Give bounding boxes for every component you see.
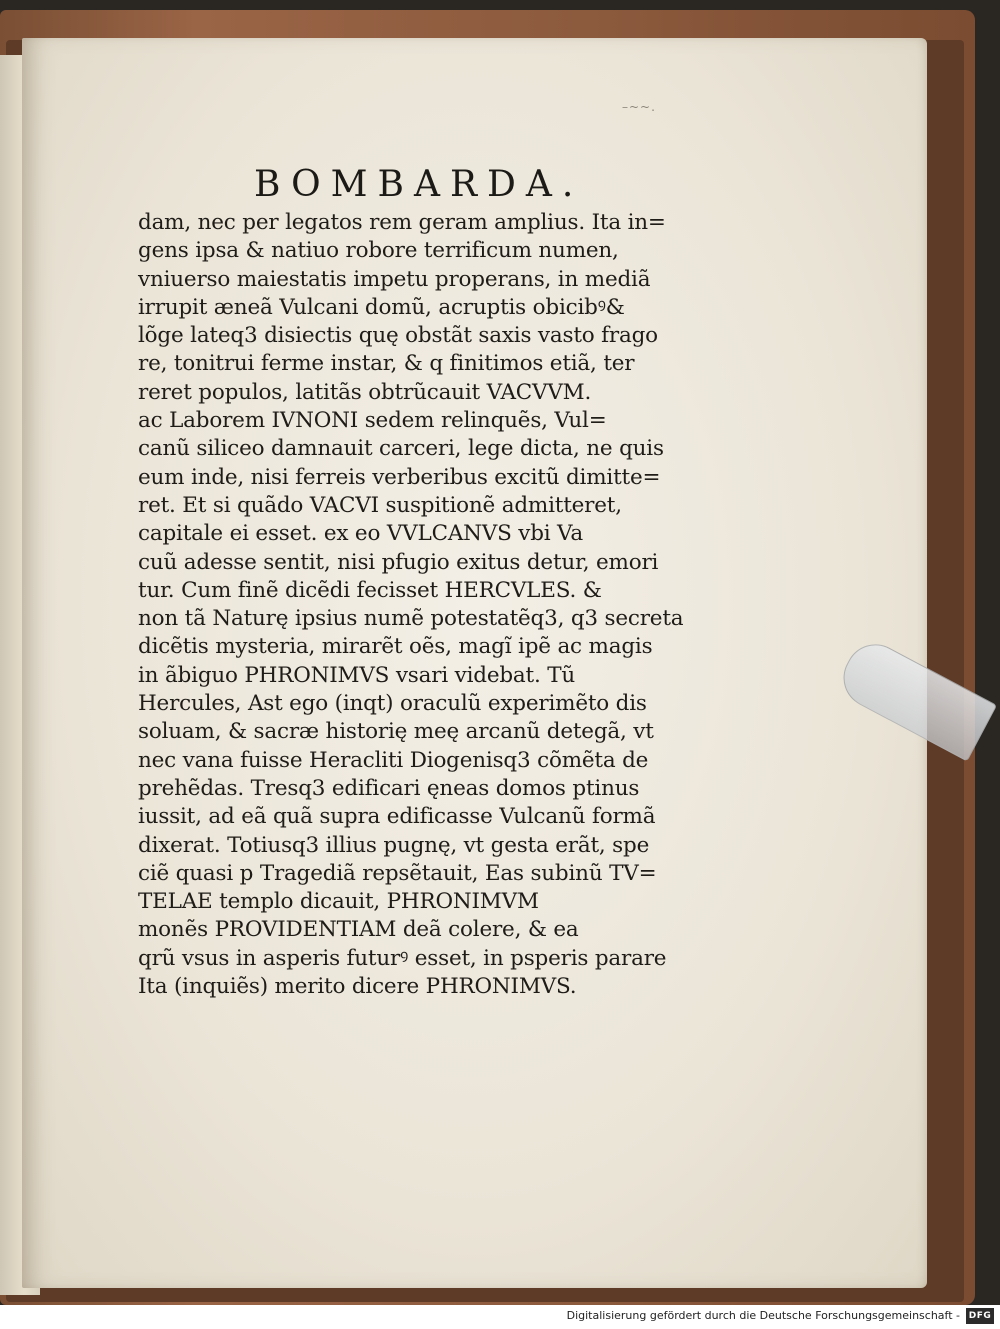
dfg-logo: DFG xyxy=(966,1308,994,1324)
text-line: dicẽtis mysteria, mirarẽt oẽs, magĩ ipẽ ac magis xyxy=(138,634,653,660)
text-line: dixerat. Totiusq3 illius pugnę, vt gesta erãt, spe xyxy=(138,832,650,858)
text-line: in ãbiguo PHRONIMVS vsari videbat. Tũ xyxy=(138,662,576,688)
text-line: Ita (inquiẽs) merito dicere PHRONIMVS. xyxy=(138,974,577,1000)
footer-bar xyxy=(0,1305,1000,1329)
text-line: non tã Naturę ipsius numẽ potestatẽq3, q3 secreta xyxy=(138,606,684,632)
text-line: ciẽ quasi p Tragediã repsẽtauit, Eas subinũ TV= xyxy=(138,860,657,886)
text-line: eum inde, nisi ferreis verberibus excitũ dimitte= xyxy=(138,464,661,490)
running-head: BOMBARDA. xyxy=(254,164,584,205)
text-line: qrũ vsus in asperis futurꝰ esset, in psperis parare xyxy=(138,945,667,971)
text-line: capitale ei esset. ex eo VVLCANVS vbi Va xyxy=(138,521,584,547)
text-line: irrupit æneã Vulcani domũ, acruptis obicibꝰ& xyxy=(138,294,625,320)
book-page xyxy=(22,38,927,1288)
text-line: prehẽdas. Tresq3 edificari ęneas domos ptinus xyxy=(138,775,640,801)
text-line: soluam, & sacræ historię meę arcanũ detegã, vt xyxy=(138,719,654,745)
text-line: vniuerso maiestatis impetu properans, in mediã xyxy=(138,266,651,292)
text-line: gens ipsa & natiuo robore terrificum numen, xyxy=(138,238,619,264)
text-line: cuũ adesse sentit, nisi pfugio exitus detur, emori xyxy=(138,549,659,575)
text-line: lõge lateq3 disiectis quę obstãt saxis vasto frago xyxy=(138,323,658,349)
text-line: re, tonitrui ferme instar, & q finitimos etiã, ter xyxy=(138,351,635,377)
margin-scribble: –~~. xyxy=(622,100,656,114)
funding-credit: Digitalisierung gefördert durch die Deutsche Forschungsgemeinschaft - xyxy=(566,1309,960,1322)
body-text-block xyxy=(138,209,684,1001)
text-line: Hercules, Ast ego (inqt) oraculũ experimẽto dis xyxy=(138,691,647,717)
text-line: ret. Et si quãdo VACVI suspitionẽ admitteret, xyxy=(138,492,622,518)
text-line: iussit, ad eã quã supra edificasse Vulcanũ formã xyxy=(138,804,656,830)
text-line: nec vana fuisse Heracliti Diogenisq3 cõmẽta de xyxy=(138,747,649,773)
text-line: tur. Cum finẽ dicẽdi fecisset HERCVLES. & xyxy=(138,577,602,603)
text-line: ac Laborem IVNONI sedem relinquẽs, Vul= xyxy=(138,408,607,434)
text-line: canũ siliceo damnauit carceri, lege dicta, ne quis xyxy=(138,436,664,462)
text-line: TELAE templo dicauit, PHRONIMVM xyxy=(138,889,539,915)
text-line: reret populos, latitãs obtrũcauit VACVVM. xyxy=(138,379,592,405)
text-line: monẽs PROVIDENTIAM deã colere, & ea xyxy=(138,917,579,943)
text-line: dam, nec per legatos rem geram amplius. Ita in= xyxy=(138,210,666,235)
